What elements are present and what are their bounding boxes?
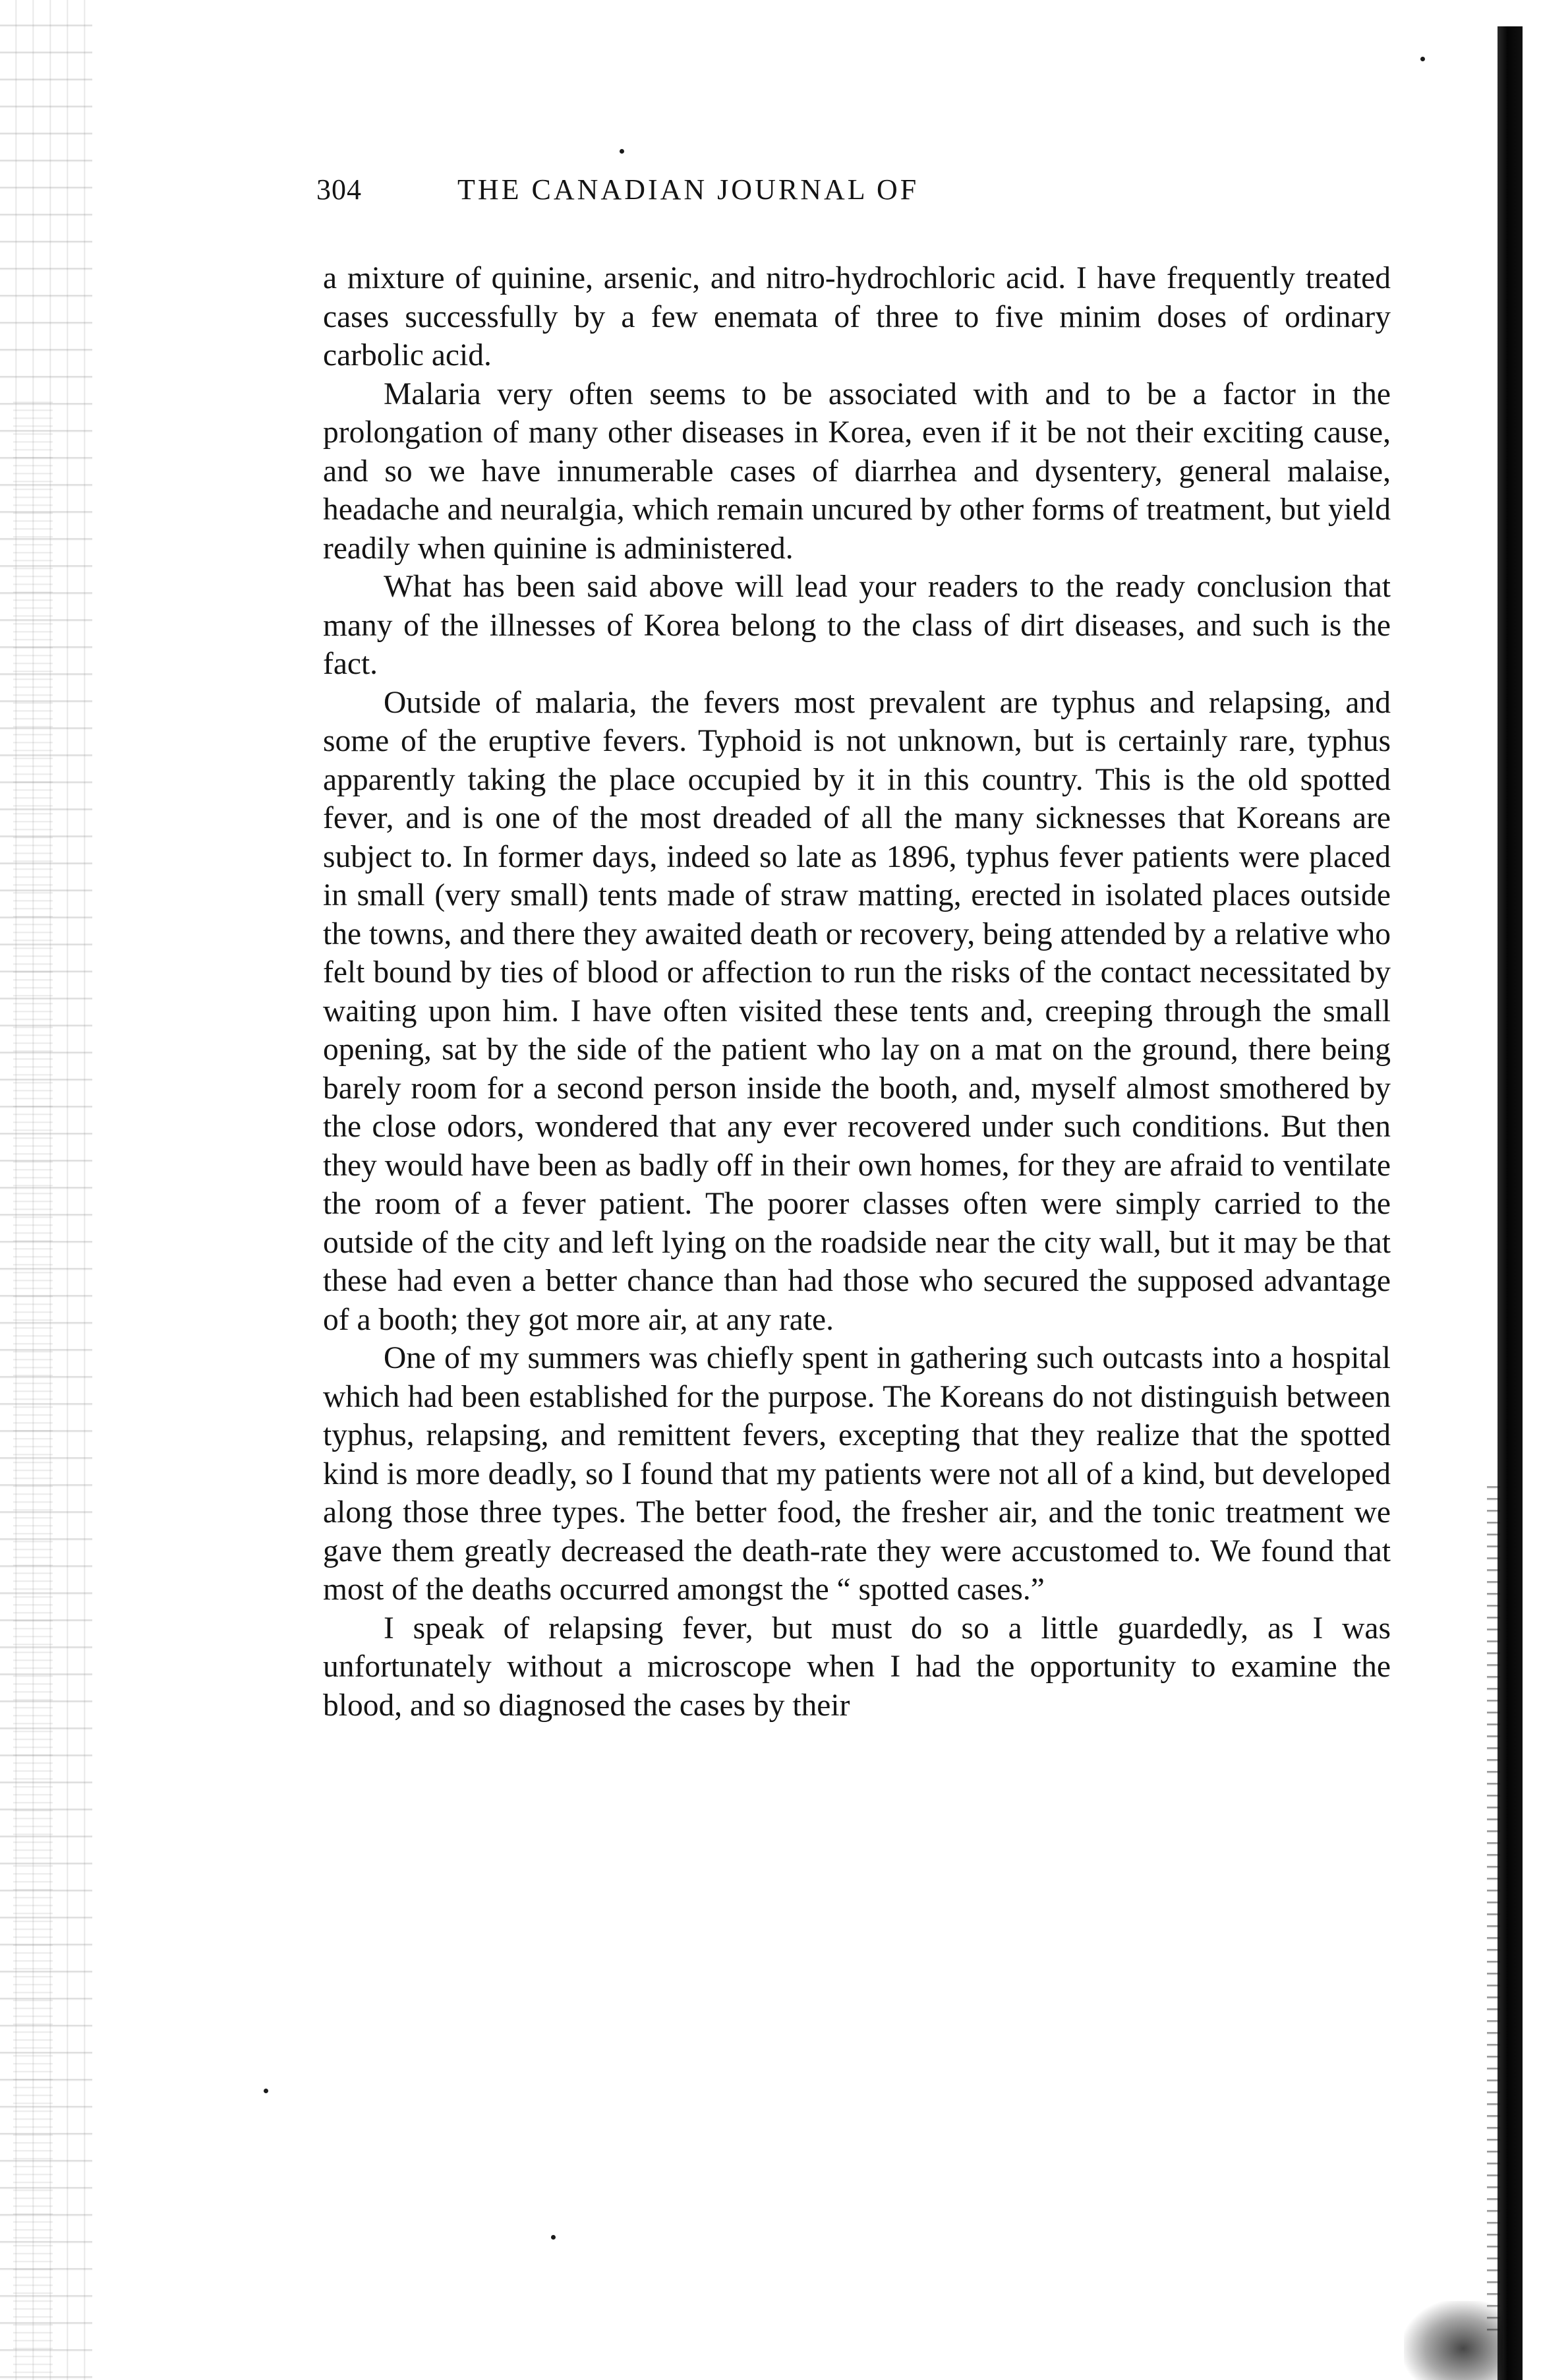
scan-speck [620, 149, 624, 154]
page-number: 304 [316, 173, 362, 206]
scan-speck [264, 2089, 268, 2093]
scan-gutter-artifact [0, 0, 92, 2380]
paragraph: Malaria very often seems to be associated with and to be a factor in the prolongation of many other diseases in Korea, even if it be not their exciting cause, and so we have innumerable cases of diarrhea and dysentery, general malaise, headache and neuralgia, which remain uncured by other forms of treatment, but yield readily when quinine is administered. [323, 376, 1391, 566]
scan-speck [1420, 57, 1425, 61]
paragraph: One of my summers was chiefly spent in gathering such outcasts into a hospital which had been established for the purpose. The Koreans do not distinguish between typhus, relapsing, and remittent fevers, excepting that they realize that the spotted kind is more deadly, so I found that my patients were not all of a kind, but developed along those three types. The better food, the fresher air, and the tonic treatment we gave them greatly decreased the death-rate they were accustomed to. We found that most of the deaths occurred amongst the “ spotted cases.” [323, 1341, 1391, 1607]
running-header [316, 173, 1378, 219]
scan-ink-blot [1404, 2301, 1503, 2380]
paragraph-continued: a mixture of quinine, arsenic, and nitro-hydrochloric acid. I have frequently treated cases successfully by a few enemata of three to five minim doses of ordinary carbolic acid. [323, 261, 1391, 372]
paragraph: What has been said above will lead your readers to the ready conclusion that many of the illnesses of Korea belong to the class of dirt diseases, and such is the fact. [323, 570, 1391, 681]
paragraph: I speak of relapsing fever, but must do so a little guardedly, as I was unfortunately without a microscope when I had the opportunity to examine the blood, and so diagnosed the cases by their [323, 1611, 1391, 1723]
scan-speck [551, 2235, 556, 2240]
scan-page-edge [1497, 26, 1523, 2380]
running-title: THE CANADIAN JOURNAL OF [457, 173, 919, 206]
paragraph: Outside of malaria, the fevers most prevalent are typhus and relapsing, and some of the eruptive fevers. Typhoid is not unknown, but is certainly rare, typhus apparently taking the place occupied by it in this country. This is the old spotted fever, and is one of the most dreaded of all the many sicknesses that Koreans are subject to. In former days, indeed so late as 1896, typhus fever patients were placed in small (very small) tents made of straw matting, erected in isolated places outside the towns, and there they awaited death or recovery, being attended by a relative who felt bound by ties of blood or affection to run the risks of the contact necessitated by waiting upon him. I have often visited these tents and, creeping through the small opening, sat by the side of the patient who lay on a mat on the ground, there being barely room for a second person inside the booth, and, myself almost smothered by the close odors, wondered that any ever recovered under such conditions. But then they would have been as badly off in their own homes, for they are afraid to ventilate the room of a fever patient. The poorer classes often were simply carried to the outside of the city and left lying on the roadside near the city wall, but it may be that these had even a better chance than had those who secured the supposed advantage of a booth; they got more air, at any rate. [323, 685, 1391, 1337]
article-body [323, 259, 1391, 1725]
